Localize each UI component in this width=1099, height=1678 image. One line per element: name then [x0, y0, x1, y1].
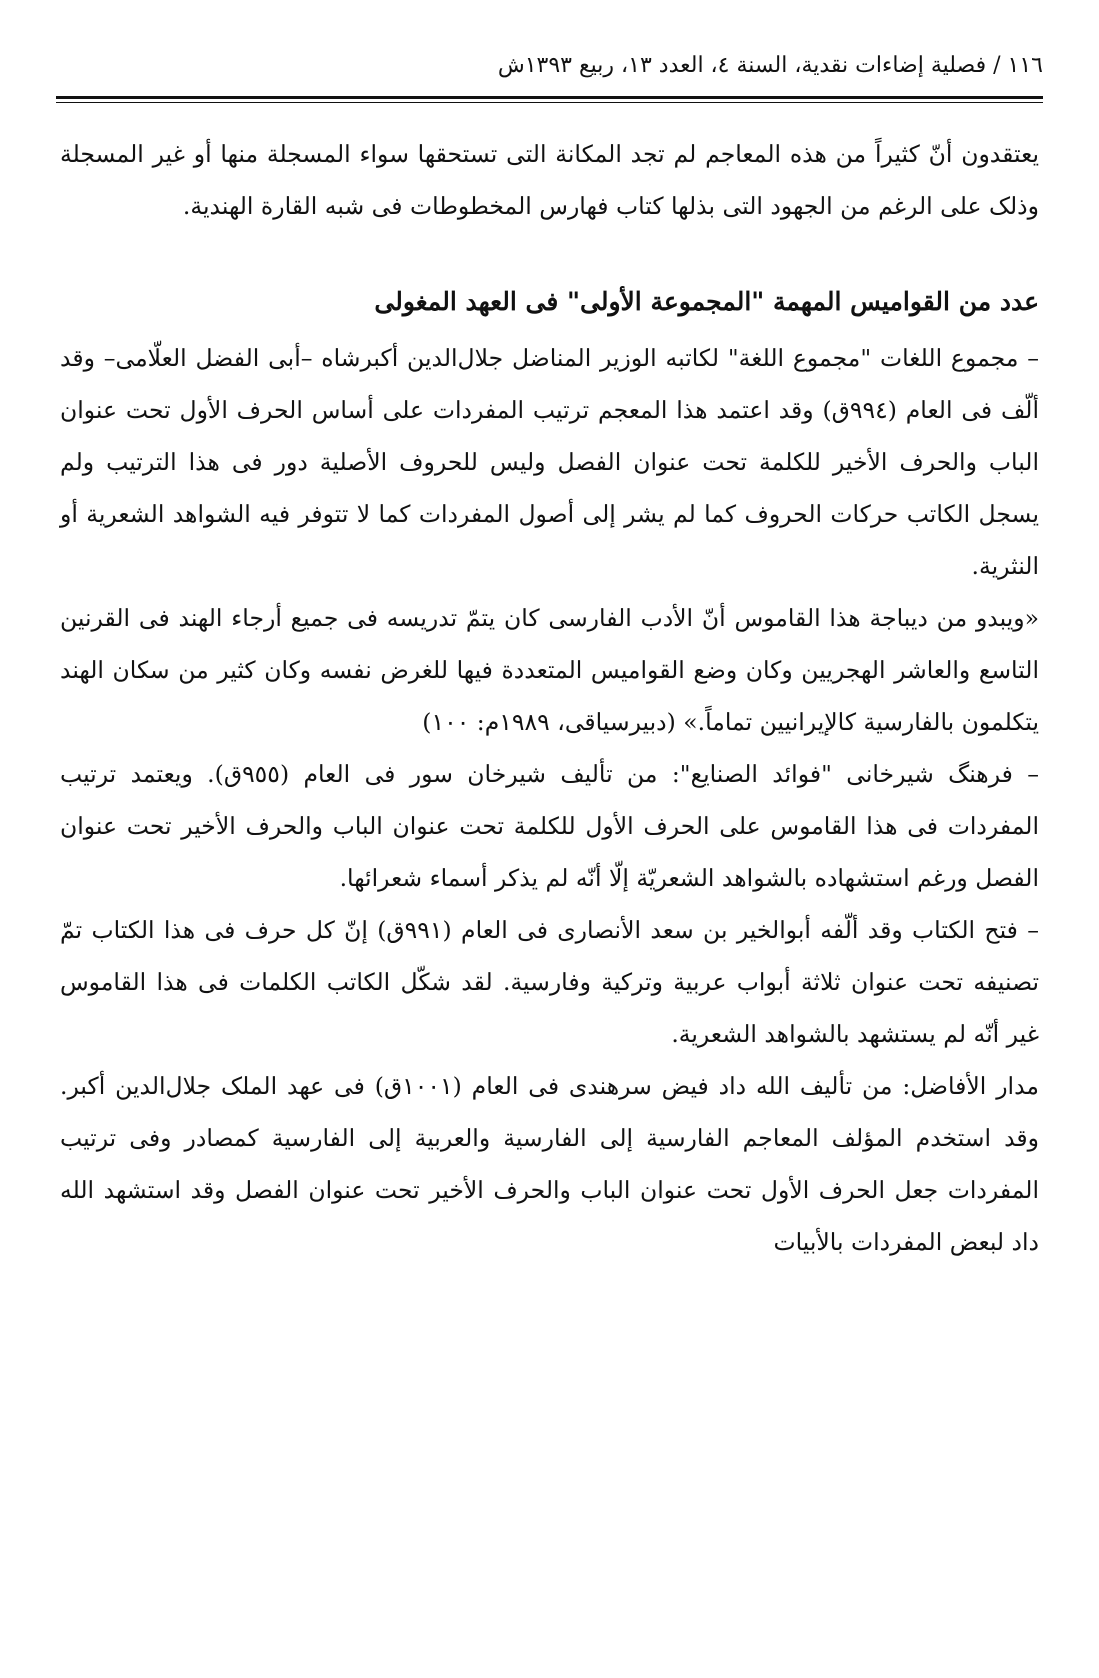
running-header: ١١٦ / فصلية إضاءات نقدية، السنة ٤، العدد ١٣، ربيع ١٣٩٣ش: [497, 53, 1043, 78]
section-title: عدد من القواميس المهمة "المجموعة الأولی" فی العهد المغولی: [374, 287, 1039, 316]
intro-paragraph: يعتقدون أنّ كثيراً من هذه المعاجم لم تجد المكانة التی تستحقها سواء المسجلة منها أو غیر المسجلة وذلک علی الرغم من الجهود التی بذلها کتاب فهارس المخطوطات فی شبه القارة الهندية.: [60, 140, 1039, 220]
entry-paragraph: – مجموع اللغات "مجموع اللغة" لکاتبه الوزير المناضل جلال‌الدين أکبرشاه –أبی الفضل العلّامی– وقد ألّف فی العام (٩٩٤ق) وقد اعتمد هذا المعجم ترتيب المفردات علی أساس الحرف الأول تحت عنوان الباب والحرف الأخير للکلمة تحت عنوان الفصل وليس للحروف الأصلية دور فی هذا الترتيب ولم يسجل الکاتب حرکات الحروف کما لم يشر إلی أصول المفردات کما لا تتوفر فيه الشواهد الشعرية أو النثرية.: [60, 344, 1039, 580]
entry-paragraph: مدار الأفاضل: من تأليف الله داد فيض سرهندی فی العام (١٠٠١ق) فی عهد الملک جلال‌الدين أکبر. وقد استخدم المؤلف المعاجم الفارسية إلی الفارسية والعربية إلی الفارسية کمصادر وفی ترتيب المفردات جعل الحرف الأول تحت عنوان الباب والحرف الأخير تحت عنوان الفصل وقد استشهد الله داد لبعض المفردات بالأبيات: [60, 1072, 1039, 1256]
entry-paragraph: – فتح الکتاب وقد ألّفه أبوالخير بن سعد الأنصاری فی العام (٩٩١ق) إنّ کل حرف فی هذا الکتاب تمّ تصنيفه تحت عنوان ثلاثة أبواب عربية وترکية وفارسية. لقد شکّل الکاتب الکلمات فی هذا القاموس غير أنّه لم يستشهد بالشواهد الشعرية.: [60, 916, 1039, 1048]
header-rule: [56, 96, 1043, 99]
body-text: [60, 128, 1039, 1268]
header-rule-thin: [56, 102, 1043, 103]
entry-paragraph: – فرهنگ شيرخانی "فوائد الصنايع": من تأليف شيرخان سور فی العام (٩٥٥ق). ويعتمد ترتيب المفردات فی هذا القاموس علی الحرف الأول للکلمة تحت عنوان الباب والحرف الأخير تحت عنوان الفصل ورغم استشهاده بالشواهد الشعريّة إلّا أنّه لم يذکر أسماء شعرائها.: [60, 760, 1040, 892]
quote-paragraph: «ويبدو من ديباجة هذا القاموس أنّ الأدب الفارسی کان يتمّ تدريسه فی جميع أرجاء الهند فی القرنين التاسع والعاشر الهجريين وکان وضع القواميس المتعددة فيها للغرض نفسه وکان کثير من سکان الهند يتکلمون بالفارسية کالإيرانيين تماماً.» (دبيرسياقی، ١٩٨٩م: ١٠٠): [60, 604, 1039, 736]
